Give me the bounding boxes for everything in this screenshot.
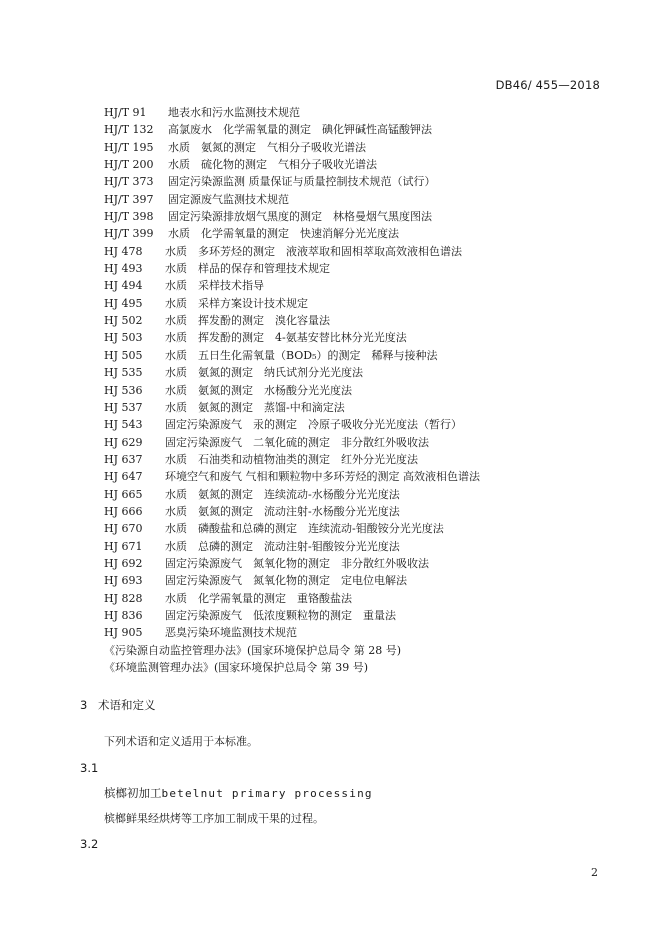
reference-title: 固定污染源废气 低浓度颗粒物的测定 重量法 bbox=[165, 608, 396, 622]
section-3-intro: 下列术语和定义适用于本标准。 bbox=[104, 735, 258, 748]
reference-title: 水质 石油类和动植物油类的测定 红外分光光度法 bbox=[165, 452, 418, 466]
reference-row bbox=[104, 520, 602, 537]
reference-row bbox=[104, 624, 602, 641]
reference-code: HJ 494 bbox=[104, 279, 143, 293]
reference-code: HJ 505 bbox=[104, 348, 143, 362]
reference-code: HJ 502 bbox=[104, 314, 143, 328]
reference-code: HJ 503 bbox=[104, 331, 143, 345]
reference-code: HJ/T 200 bbox=[104, 158, 154, 172]
reference-title: 水质 挥发酚的测定 4-氨基安替比林分光光度法 bbox=[165, 331, 407, 345]
reference-code: HJ/T 373 bbox=[104, 175, 154, 189]
term-3-1-name-cn: 槟榔初加工 bbox=[104, 786, 162, 800]
reference-row bbox=[104, 538, 602, 555]
reference-code: HJ 536 bbox=[104, 383, 143, 397]
reference-title: 水质 样品的保存和管理技术规定 bbox=[165, 262, 330, 276]
term-3-2-number: 3.2 bbox=[80, 837, 99, 851]
reference-code: HJ 637 bbox=[104, 452, 143, 466]
reference-title: 水质 氨氮的测定 流动注射-水杨酸分光光度法 bbox=[165, 504, 400, 518]
reference-title: 水质 化学需氧量的测定 快速消解分光光度法 bbox=[168, 227, 399, 241]
reference-row bbox=[104, 329, 602, 346]
regulation-row: 《污染源自动监控管理办法》(国家环境保护总局令 第 28 号) bbox=[104, 643, 402, 657]
reference-row bbox=[104, 312, 602, 329]
reference-row bbox=[104, 173, 602, 190]
term-3-1-name bbox=[104, 785, 373, 801]
reference-code: HJ/T 132 bbox=[104, 123, 154, 137]
reference-row bbox=[104, 191, 602, 208]
reference-row bbox=[104, 277, 602, 294]
reference-row bbox=[104, 243, 602, 260]
reference-row bbox=[104, 156, 602, 173]
reference-code: HJ 693 bbox=[104, 574, 143, 588]
reference-title: 固定污染源废气 汞的测定 冷原子吸收分光光度法（暂行） bbox=[165, 418, 462, 432]
reference-row bbox=[104, 416, 602, 433]
reference-title: 水质 多环芳烃的测定 液液萃取和固相萃取高效液相色谱法 bbox=[165, 244, 462, 258]
reference-title: 水质 挥发酚的测定 溴化容量法 bbox=[165, 314, 330, 328]
reference-code: HJ 543 bbox=[104, 418, 143, 432]
reference-title: 水质 氨氮的测定 水杨酸分光光度法 bbox=[165, 383, 352, 397]
reference-code: HJ 905 bbox=[104, 626, 143, 640]
term-3-1-definition: 槟榔鲜果经烘烤等工序加工制成干果的过程。 bbox=[104, 812, 324, 825]
reference-code: HJ 828 bbox=[104, 591, 143, 605]
reference-code: HJ/T 195 bbox=[104, 140, 154, 154]
term-3-1-name-en: betelnut primary processing bbox=[161, 787, 373, 800]
standard-code: DB46/ 455—2018 bbox=[495, 78, 600, 92]
reference-code: HJ 495 bbox=[104, 296, 143, 310]
reference-code: HJ 692 bbox=[104, 556, 143, 570]
reference-title: 水质 氨氮的测定 气相分子吸收光谱法 bbox=[168, 140, 366, 154]
reference-code: HJ/T 399 bbox=[104, 227, 154, 241]
reference-title: 高氯废水 化学需氧量的测定 碘化钾碱性高锰酸钾法 bbox=[168, 123, 432, 137]
reference-row bbox=[104, 468, 602, 485]
reference-title: 恶臭污染环境监测技术规范 bbox=[165, 626, 297, 640]
term-3-1-number: 3.1 bbox=[80, 761, 99, 775]
section-3-number: 3 bbox=[80, 698, 88, 712]
reference-title: 固定污染源排放烟气黑度的测定 林格曼烟气黑度图法 bbox=[168, 210, 432, 224]
reference-code: HJ 666 bbox=[104, 504, 143, 518]
reference-title: 水质 总磷的测定 流动注射-钼酸铵分光光度法 bbox=[165, 539, 400, 553]
reference-title: 水质 化学需氧量的测定 重铬酸盐法 bbox=[165, 591, 352, 605]
reference-row bbox=[104, 121, 602, 138]
reference-code: HJ 493 bbox=[104, 262, 143, 276]
reference-title: 水质 氨氮的测定 蒸馏-中和滴定法 bbox=[165, 400, 345, 414]
reference-row bbox=[104, 399, 602, 416]
reference-code: HJ 537 bbox=[104, 400, 143, 414]
reference-code: HJ/T 91 bbox=[104, 106, 147, 119]
section-3-title: 术语和定义 bbox=[98, 698, 156, 712]
reference-title: 地表水和污水监测技术规范 bbox=[168, 106, 300, 119]
reference-row bbox=[104, 260, 602, 277]
reference-title: 固定污染源废气 二氧化硫的测定 非分散红外吸收法 bbox=[165, 435, 429, 449]
reference-row bbox=[104, 347, 602, 364]
reference-title: 水质 氨氮的测定 纳氏试剂分光光度法 bbox=[165, 366, 363, 380]
reference-title: 水质 五日生化需氧量（BOD₅）的测定 稀释与接种法 bbox=[165, 348, 438, 362]
reference-code: HJ 671 bbox=[104, 539, 143, 553]
reference-title: 固定污染源废气 氮氧化物的测定 定电位电解法 bbox=[165, 574, 407, 588]
reference-title: 水质 采样技术指导 bbox=[165, 279, 264, 293]
reference-row bbox=[104, 208, 602, 225]
reference-row bbox=[104, 225, 602, 242]
reference-title: 固定污染源废气 氮氧化物的测定 非分散红外吸收法 bbox=[165, 556, 429, 570]
reference-title: 水质 氨氮的测定 连续流动-水杨酸分光光度法 bbox=[165, 487, 400, 501]
reference-code: HJ 670 bbox=[104, 522, 143, 536]
reference-title: 固定污染源监测 质量保证与质量控制技术规范（试行） bbox=[168, 175, 436, 189]
reference-title: 水质 采样方案设计技术规定 bbox=[165, 296, 308, 310]
reference-row bbox=[104, 382, 602, 399]
page-number: 2 bbox=[591, 866, 598, 879]
reference-row bbox=[104, 555, 602, 572]
reference-row bbox=[104, 572, 602, 589]
reference-row bbox=[104, 486, 602, 503]
reference-code: HJ 647 bbox=[104, 470, 143, 484]
reference-row bbox=[104, 451, 602, 468]
reference-title: 环境空气和废气 气相和颗粒物中多环芳烃的测定 高效液相色谱法 bbox=[165, 470, 480, 484]
reference-code: HJ/T 398 bbox=[104, 210, 154, 224]
reference-row bbox=[104, 295, 602, 312]
normative-references-list bbox=[104, 104, 602, 676]
reference-code: HJ/T 397 bbox=[104, 192, 154, 206]
reference-code: HJ 535 bbox=[104, 366, 143, 380]
regulation-row: 《环境监测管理办法》(国家环境保护总局令 第 39 号) bbox=[104, 661, 369, 674]
reference-row bbox=[104, 104, 602, 121]
reference-row bbox=[104, 590, 602, 607]
reference-title: 水质 磷酸盐和总磷的测定 连续流动-钼酸铵分光光度法 bbox=[165, 522, 444, 536]
reference-code: HJ 836 bbox=[104, 608, 143, 622]
reference-code: HJ 478 bbox=[104, 244, 143, 258]
section-3-heading bbox=[80, 697, 156, 713]
reference-row bbox=[104, 503, 602, 520]
reference-code: HJ 629 bbox=[104, 435, 143, 449]
reference-row bbox=[104, 434, 602, 451]
reference-row bbox=[104, 364, 602, 381]
reference-title: 固定源废气监测技术规范 bbox=[168, 192, 289, 206]
reference-row bbox=[104, 139, 602, 156]
reference-row bbox=[104, 607, 602, 624]
reference-code: HJ 665 bbox=[104, 487, 143, 501]
reference-title: 水质 硫化物的测定 气相分子吸收光谱法 bbox=[168, 158, 377, 172]
